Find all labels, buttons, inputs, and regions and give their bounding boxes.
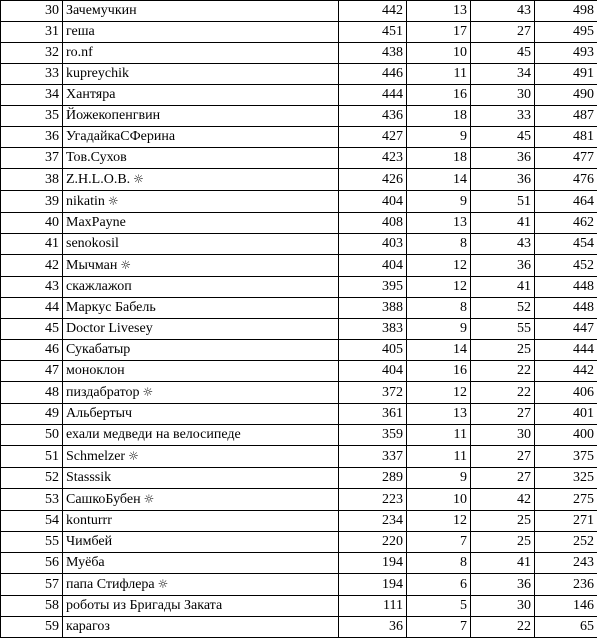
score-cell-2: 12: [407, 277, 471, 298]
score-cell-2: 14: [407, 340, 471, 361]
player-name: УгадайкаСФерина: [66, 129, 175, 144]
score-cell-2: 9: [407, 468, 471, 489]
player-name: ехали медведи на велосипеде: [66, 427, 241, 442]
score-cell-2: 11: [407, 64, 471, 85]
score-cell-2: 8: [407, 553, 471, 574]
player-name-cell: [63, 106, 339, 127]
rank-cell: 41: [1, 234, 63, 255]
score-cell-1: 194: [339, 574, 407, 596]
score-cell-3: 41: [471, 277, 535, 298]
score-cell-3: 25: [471, 511, 535, 532]
player-name: nikatin: [66, 194, 105, 209]
total-cell: 243: [535, 553, 597, 574]
score-cell-3: 27: [471, 404, 535, 425]
score-cell-1: 451: [339, 22, 407, 43]
table-row: [1, 43, 597, 64]
sun-icon: ☼: [158, 577, 169, 591]
sun-icon: ☼: [133, 172, 144, 186]
player-name: Муёба: [66, 555, 105, 570]
total-cell: 401: [535, 404, 597, 425]
player-name-cell: [63, 277, 339, 298]
score-cell-2: 17: [407, 22, 471, 43]
total-cell: 447: [535, 319, 597, 340]
score-cell-1: 337: [339, 446, 407, 468]
rank-cell: 55: [1, 532, 63, 553]
table-row: [1, 532, 597, 553]
score-cell-2: 7: [407, 617, 471, 638]
total-cell: 476: [535, 169, 597, 191]
table-row: [1, 319, 597, 340]
player-name-cell: [63, 22, 339, 43]
score-cell-1: 404: [339, 361, 407, 382]
score-cell-2: 14: [407, 169, 471, 191]
player-name-cell: [63, 617, 339, 638]
rank-cell: 57: [1, 574, 63, 596]
score-cell-2: 9: [407, 319, 471, 340]
player-name: ro.nf: [66, 45, 93, 60]
player-name: Мычман: [66, 258, 117, 273]
rank-cell: 45: [1, 319, 63, 340]
total-cell: 448: [535, 298, 597, 319]
score-cell-3: 22: [471, 382, 535, 404]
score-cell-3: 36: [471, 148, 535, 169]
player-name-cell: [63, 127, 339, 148]
player-name: Тов.Сухов: [66, 150, 127, 165]
rank-cell: 36: [1, 127, 63, 148]
total-cell: 487: [535, 106, 597, 127]
table-row: [1, 340, 597, 361]
score-cell-2: 12: [407, 255, 471, 277]
table-row: [1, 277, 597, 298]
score-cell-1: 404: [339, 191, 407, 213]
total-cell: 400: [535, 425, 597, 446]
total-cell: 452: [535, 255, 597, 277]
player-name-cell: [63, 425, 339, 446]
rank-cell: 35: [1, 106, 63, 127]
score-cell-3: 41: [471, 213, 535, 234]
score-cell-1: 383: [339, 319, 407, 340]
table-row: [1, 468, 597, 489]
player-name-cell: [63, 596, 339, 617]
player-name-cell: [63, 43, 339, 64]
player-name-cell: [63, 446, 339, 468]
score-cell-3: 45: [471, 43, 535, 64]
rank-cell: 42: [1, 255, 63, 277]
score-cell-3: 30: [471, 425, 535, 446]
sun-icon: ☼: [108, 194, 119, 208]
total-cell: 498: [535, 1, 597, 22]
score-cell-1: 234: [339, 511, 407, 532]
score-cell-2: 11: [407, 425, 471, 446]
player-name-cell: [63, 532, 339, 553]
player-name-cell: [63, 489, 339, 511]
table-row: [1, 617, 597, 638]
total-cell: 454: [535, 234, 597, 255]
score-cell-3: 25: [471, 532, 535, 553]
player-name: Йожекопенгвин: [66, 108, 160, 123]
player-name: геша: [66, 24, 95, 39]
table-row: [1, 553, 597, 574]
total-cell: 444: [535, 340, 597, 361]
player-name-cell: [63, 191, 339, 213]
total-cell: 146: [535, 596, 597, 617]
player-name-cell: [63, 85, 339, 106]
score-cell-1: 36: [339, 617, 407, 638]
score-cell-1: 423: [339, 148, 407, 169]
score-cell-3: 25: [471, 340, 535, 361]
player-name: моноклон: [66, 363, 125, 378]
score-cell-2: 12: [407, 511, 471, 532]
rank-cell: 33: [1, 64, 63, 85]
player-name: konturrr: [66, 513, 112, 528]
rank-cell: 56: [1, 553, 63, 574]
score-cell-2: 18: [407, 106, 471, 127]
score-cell-1: 220: [339, 532, 407, 553]
score-cell-2: 16: [407, 361, 471, 382]
total-cell: 275: [535, 489, 597, 511]
player-name: папа Стифлера: [66, 577, 155, 592]
score-cell-2: 18: [407, 148, 471, 169]
player-name-cell: [63, 169, 339, 191]
score-cell-2: 16: [407, 85, 471, 106]
rank-cell: 47: [1, 361, 63, 382]
score-cell-2: 6: [407, 574, 471, 596]
table-row: [1, 382, 597, 404]
rank-cell: 31: [1, 22, 63, 43]
player-name-cell: [63, 319, 339, 340]
rank-cell: 37: [1, 148, 63, 169]
sun-icon: ☼: [128, 449, 139, 463]
total-cell: 406: [535, 382, 597, 404]
score-cell-3: 43: [471, 234, 535, 255]
player-name: Хантяра: [66, 87, 115, 102]
player-name: скажлажоп: [66, 279, 132, 294]
player-name: Чимбей: [66, 534, 112, 549]
total-cell: 236: [535, 574, 597, 596]
score-cell-1: 436: [339, 106, 407, 127]
score-cell-2: 12: [407, 382, 471, 404]
score-cell-1: 111: [339, 596, 407, 617]
rank-cell: 38: [1, 169, 63, 191]
score-cell-1: 404: [339, 255, 407, 277]
score-cell-3: 45: [471, 127, 535, 148]
player-name-cell: [63, 298, 339, 319]
rank-cell: 32: [1, 43, 63, 64]
table-row: [1, 574, 597, 596]
sun-icon: ☼: [144, 492, 155, 506]
table-row: [1, 446, 597, 468]
player-name: Z.H.L.O.B.: [66, 172, 130, 187]
score-cell-2: 10: [407, 43, 471, 64]
table-row: [1, 213, 597, 234]
score-cell-3: 55: [471, 319, 535, 340]
total-cell: 375: [535, 446, 597, 468]
score-cell-1: 446: [339, 64, 407, 85]
rank-cell: 46: [1, 340, 63, 361]
score-cell-3: 36: [471, 169, 535, 191]
score-cell-3: 36: [471, 255, 535, 277]
rank-cell: 48: [1, 382, 63, 404]
score-cell-2: 9: [407, 127, 471, 148]
score-cell-2: 8: [407, 234, 471, 255]
score-cell-2: 7: [407, 532, 471, 553]
player-name-cell: [63, 64, 339, 85]
player-name: Schmelzer: [66, 449, 125, 464]
rank-cell: 43: [1, 277, 63, 298]
sun-icon: ☼: [143, 385, 154, 399]
rank-cell: 54: [1, 511, 63, 532]
score-cell-2: 9: [407, 191, 471, 213]
total-cell: 481: [535, 127, 597, 148]
rank-cell: 34: [1, 85, 63, 106]
player-name-cell: [63, 404, 339, 425]
score-cell-3: 22: [471, 361, 535, 382]
player-name: пиздабратор: [66, 385, 140, 400]
rank-cell: 49: [1, 404, 63, 425]
player-name-cell: [63, 382, 339, 404]
total-cell: 325: [535, 468, 597, 489]
score-cell-1: 194: [339, 553, 407, 574]
total-cell: 495: [535, 22, 597, 43]
table-row: [1, 191, 597, 213]
player-name: Doctor Livesey: [66, 321, 153, 336]
total-cell: 442: [535, 361, 597, 382]
table-row: [1, 22, 597, 43]
score-cell-2: 5: [407, 596, 471, 617]
rank-cell: 50: [1, 425, 63, 446]
score-cell-3: 27: [471, 22, 535, 43]
score-cell-3: 27: [471, 446, 535, 468]
score-cell-1: 361: [339, 404, 407, 425]
player-name: MaxPayne: [66, 215, 126, 230]
player-name-cell: [63, 468, 339, 489]
sun-icon: ☼: [120, 258, 131, 272]
score-cell-3: 22: [471, 617, 535, 638]
total-cell: 462: [535, 213, 597, 234]
table-row: [1, 511, 597, 532]
rank-cell: 59: [1, 617, 63, 638]
score-cell-3: 42: [471, 489, 535, 511]
rank-cell: 58: [1, 596, 63, 617]
total-cell: 65: [535, 617, 597, 638]
player-name: СашкоБубен: [66, 492, 141, 507]
score-cell-2: 10: [407, 489, 471, 511]
score-cell-3: 51: [471, 191, 535, 213]
player-name-cell: [63, 553, 339, 574]
player-name-cell: [63, 1, 339, 22]
score-cell-1: 444: [339, 85, 407, 106]
table-row: [1, 127, 597, 148]
total-cell: 490: [535, 85, 597, 106]
player-name: senokosil: [66, 236, 119, 251]
total-cell: 271: [535, 511, 597, 532]
score-cell-3: 33: [471, 106, 535, 127]
player-name: Сукабатыр: [66, 342, 130, 357]
score-cell-1: 223: [339, 489, 407, 511]
player-name-cell: [63, 340, 339, 361]
player-name: роботы из Бригады Заката: [66, 598, 222, 613]
score-cell-1: 359: [339, 425, 407, 446]
table-row: [1, 234, 597, 255]
player-name-cell: [63, 213, 339, 234]
player-name-cell: [63, 511, 339, 532]
score-cell-1: 408: [339, 213, 407, 234]
score-cell-1: 405: [339, 340, 407, 361]
score-cell-3: 30: [471, 85, 535, 106]
rank-cell: 53: [1, 489, 63, 511]
player-name-cell: [63, 255, 339, 277]
score-cell-1: 403: [339, 234, 407, 255]
score-cell-2: 11: [407, 446, 471, 468]
player-name-cell: [63, 148, 339, 169]
table-row: [1, 106, 597, 127]
score-cell-1: 372: [339, 382, 407, 404]
score-cell-3: 34: [471, 64, 535, 85]
total-cell: 252: [535, 532, 597, 553]
score-cell-2: 8: [407, 298, 471, 319]
table-row: [1, 1, 597, 22]
score-cell-1: 426: [339, 169, 407, 191]
score-cell-2: 13: [407, 1, 471, 22]
total-cell: 493: [535, 43, 597, 64]
rank-cell: 40: [1, 213, 63, 234]
table-row: [1, 169, 597, 191]
rank-cell: 39: [1, 191, 63, 213]
player-name-cell: [63, 574, 339, 596]
score-cell-1: 427: [339, 127, 407, 148]
results-table-body: [1, 1, 597, 638]
score-cell-3: 52: [471, 298, 535, 319]
player-name: Маркус Бабель: [66, 300, 156, 315]
score-cell-3: 41: [471, 553, 535, 574]
player-name: Зачемучкин: [66, 3, 137, 18]
table-row: [1, 298, 597, 319]
player-name-cell: [63, 234, 339, 255]
player-name: Альбертыч: [66, 406, 132, 421]
score-cell-3: 36: [471, 574, 535, 596]
score-cell-1: 395: [339, 277, 407, 298]
player-name: Stasssik: [66, 470, 111, 485]
score-cell-3: 30: [471, 596, 535, 617]
score-cell-1: 289: [339, 468, 407, 489]
table-row: [1, 255, 597, 277]
player-name: kupreychik: [66, 66, 129, 81]
player-name-cell: [63, 361, 339, 382]
table-row: [1, 404, 597, 425]
table-row: [1, 361, 597, 382]
total-cell: 491: [535, 64, 597, 85]
rank-cell: 51: [1, 446, 63, 468]
table-row: [1, 425, 597, 446]
score-cell-2: 13: [407, 404, 471, 425]
table-row: [1, 489, 597, 511]
rank-cell: 52: [1, 468, 63, 489]
table-row: [1, 596, 597, 617]
score-cell-2: 13: [407, 213, 471, 234]
rank-cell: 44: [1, 298, 63, 319]
total-cell: 477: [535, 148, 597, 169]
score-cell-1: 438: [339, 43, 407, 64]
table-row: [1, 148, 597, 169]
score-cell-1: 442: [339, 1, 407, 22]
player-name: карагоз: [66, 619, 110, 634]
rank-cell: 30: [1, 1, 63, 22]
total-cell: 448: [535, 277, 597, 298]
score-cell-3: 43: [471, 1, 535, 22]
score-cell-3: 27: [471, 468, 535, 489]
table-row: [1, 64, 597, 85]
total-cell: 464: [535, 191, 597, 213]
score-cell-1: 388: [339, 298, 407, 319]
table-row: [1, 85, 597, 106]
